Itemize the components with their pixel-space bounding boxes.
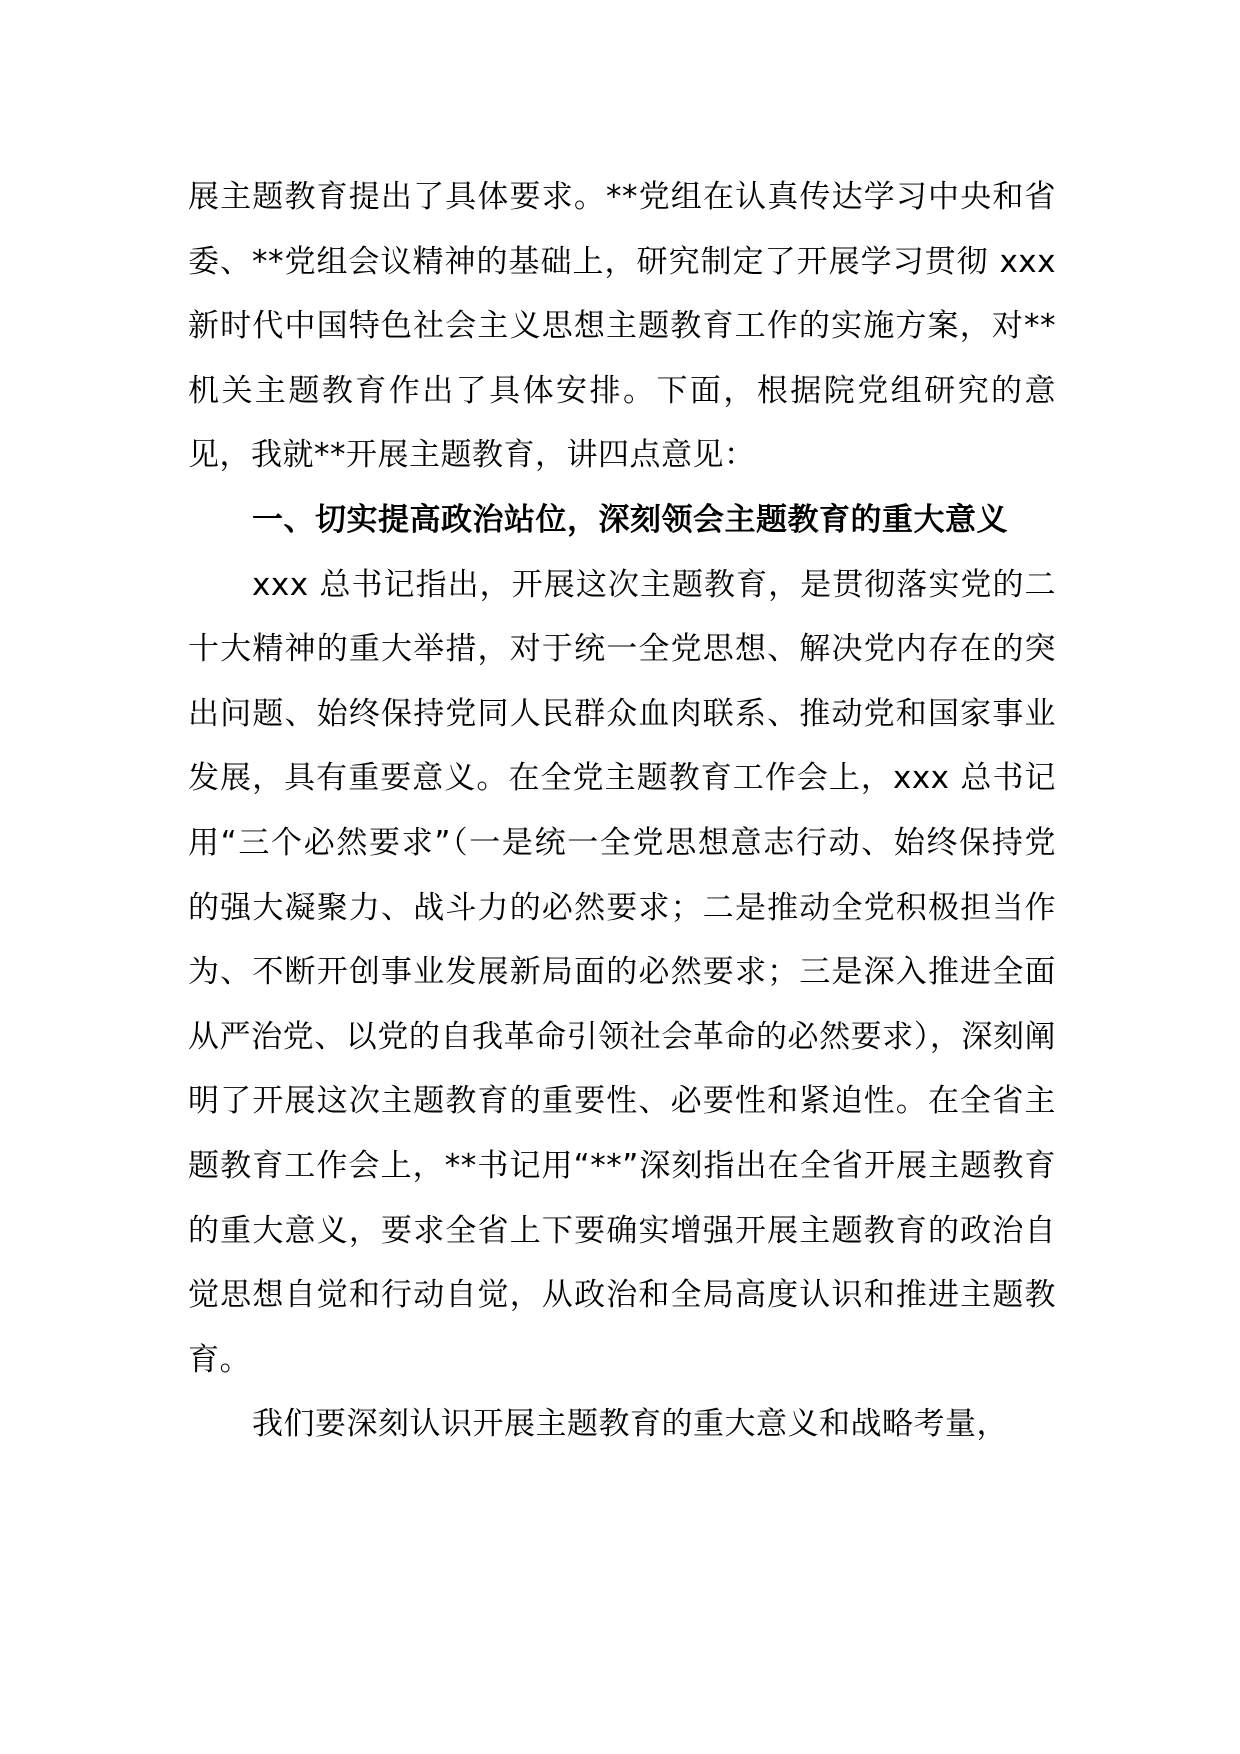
- section-heading-1: 一、切实提高政治站位，深刻领会主题教育的重大意义: [252, 501, 1008, 538]
- paragraph-section-1-body: xxx 总书记指出，开展这次主题教育，是贯彻落实党的二十大精神的重大举措，对于统一全党思想、解决党内存在的突出问题、始终保持党同人民群众血肉联系、推动党和国家事业发展，具有重要意义。在全党主题教育工作会上，xxx 总书记用“三个必然要求”（一是统一全党思想意志行动、始终保持党的强大凝聚力、战斗力的必然要求；二是推动全党积极担当作为、不断开创事业发展新局面的必然要求；三是深入推进全面从严治党、以党的自我革命引领社会革命的必然要求），深刻阐明了开展这次主题教育的重要性、必要性和紧迫性。在全省主题教育工作会上，**书记用“**”深刻指出在全省开展主题教育的重大意义，要求全省上下要确实增强开展主题教育的政治自觉思想自觉和行动自觉，从政治和全局高度认识和推进主题教育。: [188, 566, 1056, 1378]
- document-body: [188, 165, 1056, 1457]
- paragraph-section-1-continuation: 我们要深刻认识开展主题教育的重大意义和战略考量，: [252, 1406, 1008, 1443]
- paragraph-intro-continuation: 展主题教育提出了具体要求。**党组在认真传达学习中央和省委、**党组会议精神的基础上，研究制定了开展学习贯彻 xxx 新时代中国特色社会主义思想主题教育工作的实施方案，对**机关主题教育作出了具体安排。下面，根据院党组研究的意见，我就**开展主题教育，讲四点意见：: [188, 179, 1056, 474]
